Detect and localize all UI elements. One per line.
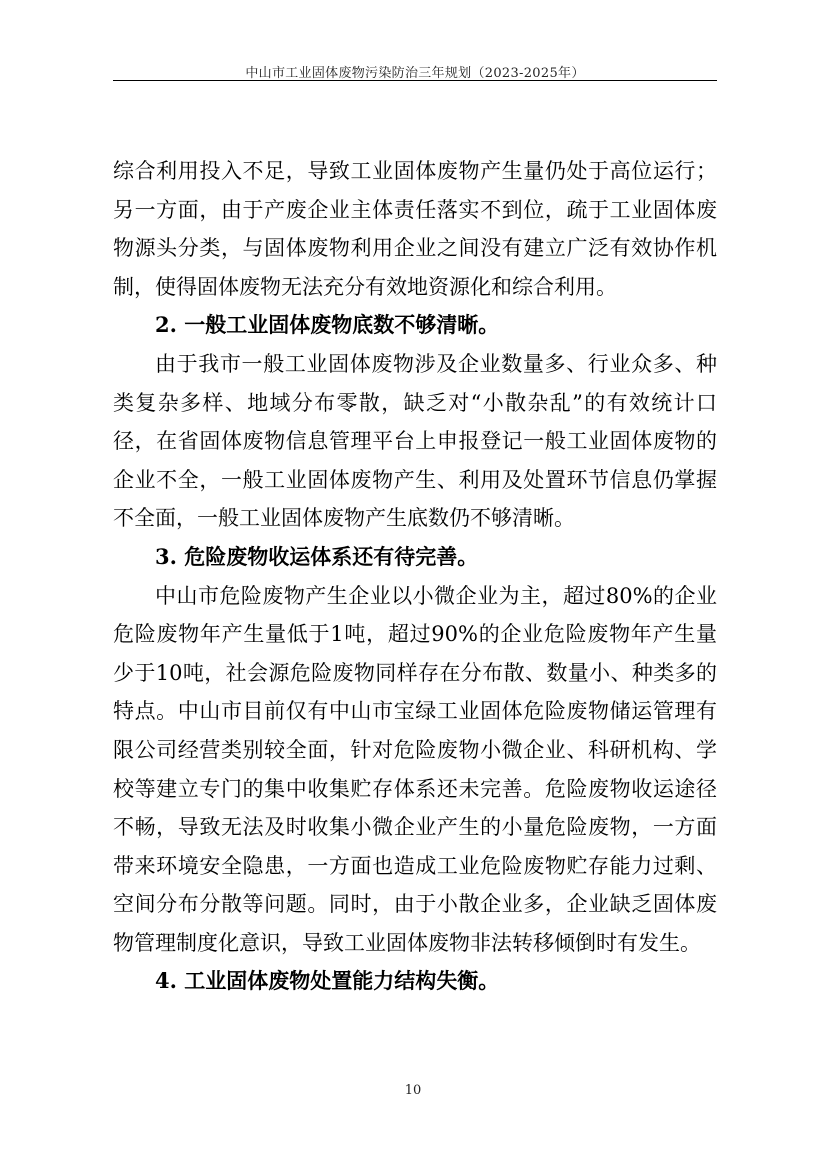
page-number: 10 [404, 1083, 422, 1098]
section-heading-2: 2. 一般工业固体废物底数不够清晰。 [155, 312, 500, 338]
paragraph-continued: 综合利用投入不足，导致工业固体废物产生量仍处于高位运行；另一方面，由于产废企业主体责任落实不到位，疏于工业固体废物源头分类，与固体废物利用企业之间没有建立广泛有效协作机制，使得固体废物无法充分有效地资源化和综合利用。 [113, 159, 717, 299]
paragraph-section-2: 由于我市一般工业固体废物涉及企业数量多、行业众多、种类复杂多样、地域分布零散，缺乏对“小散杂乱”的有效统计口径，在省固体废物信息管理平台上申报登记一般工业固体废物的企业不全，一般工业固体废物产生、利用及处置环节信息仍掌握不全面，一般工业固体废物产生底数仍不够清晰。 [113, 351, 717, 531]
document-body [113, 152, 717, 1001]
running-header: 中山市工业固体废物污染防治三年规划（2023-2025年） [245, 66, 585, 81]
header-divider [113, 80, 717, 81]
paragraph-section-3: 中山市危险废物产生企业以小微企业为主，超过80%的企业危险废物年产生量低于1吨，超过90%的企业危险废物年产生量少于10吨，社会源危险废物同样存在分布散、数量小、种类多的特点。中山市目前仅有中山市宝绿工业固体危险废物储运管理有限公司经营类别较全面，针对危险废物小微企业、科研机构、学校等建立专门的集中收集贮存体系还未完善。危险废物收运途径不畅，导致无法及时收集小微企业产生的小量危险废物，一方面带来环境安全隐患，一方面也造成工业危险废物贮存能力过剩、空间分布分散等问题。同时，由于小散企业多，企业缺乏固体废物管理制度化意识，导致工业固体废物非法转移倾倒时有发生。 [113, 583, 717, 955]
section-heading-3: 3. 危险废物收运体系还有待完善。 [155, 543, 479, 569]
section-heading-4: 4. 工业固体废物处置能力结构失衡。 [155, 968, 500, 994]
